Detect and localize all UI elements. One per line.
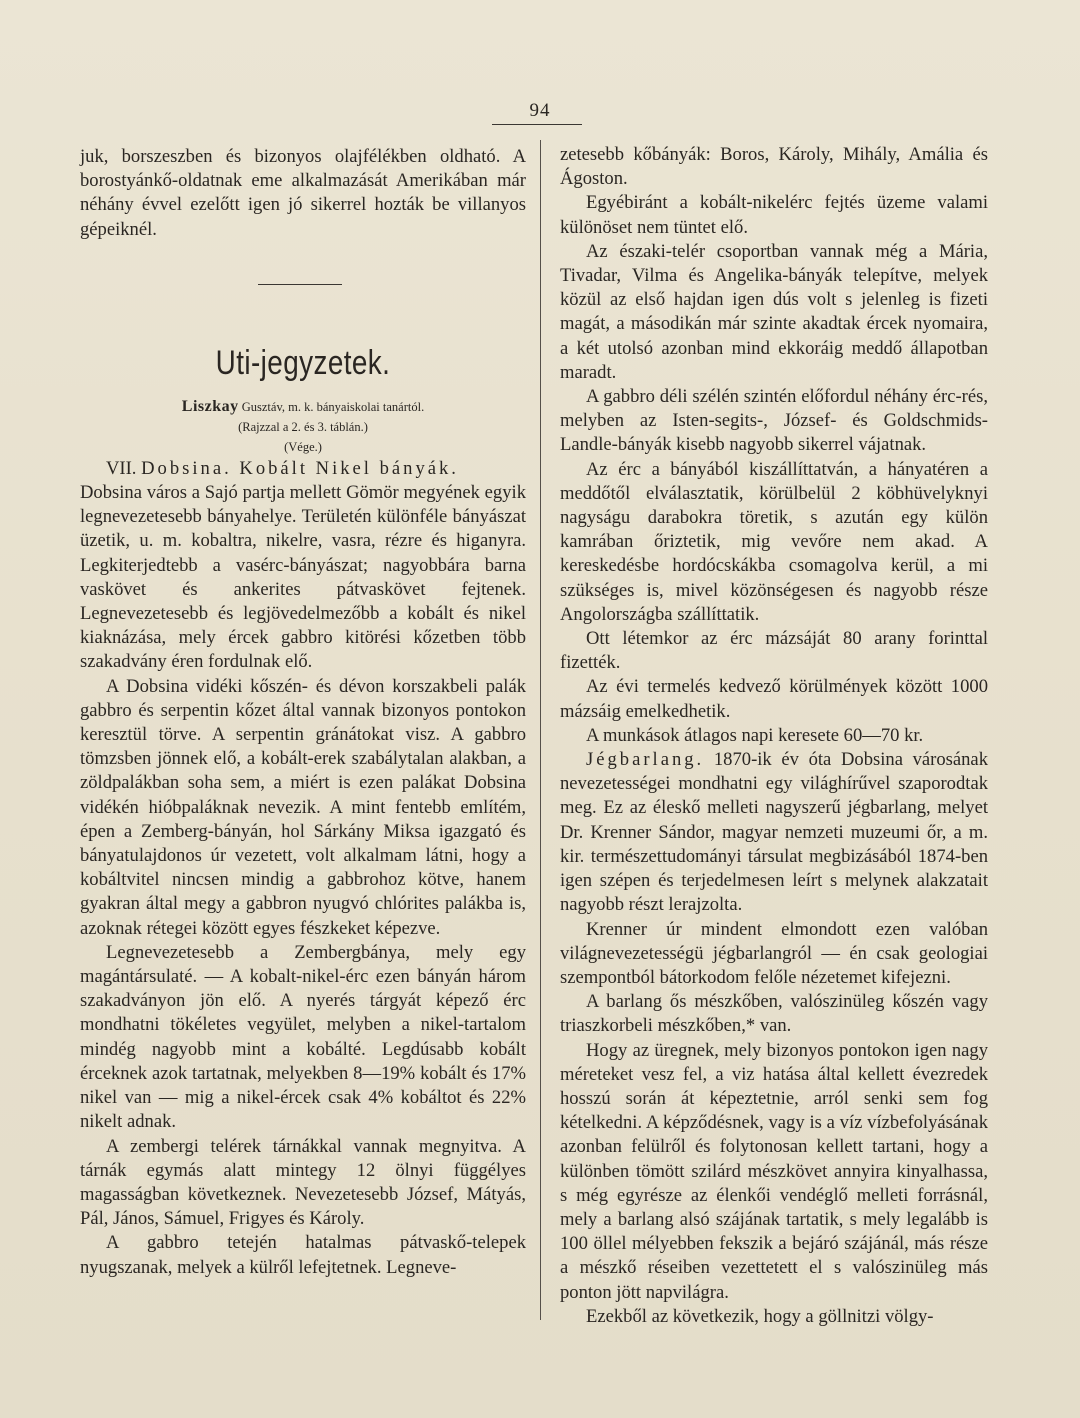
right-paragraph: Krenner úr mindent elmondott ezen valóban világnevezetességü jégbarlangról — én csak geologiai szempontból bátorkodom felőle nézetemet kifejezni. (560, 918, 988, 988)
author-line (80, 397, 526, 417)
jegbarlang-paragraph (560, 748, 988, 917)
right-paragraph: Hogy az üregnek, mely bizonyos pontokon igen nagy méreteket vesz fel, a viz hatása által kellett évezredek hosszú során át képeztetnie, arról senki sem fog kételkedni. A képződésnek, vagy is a víz vízbefolyásának azonban felülről és folytonosan kellett tartani, hogy a különben tömött szilárd mészkövet annyira kinyalhassa, s még egyrésze az élenkői vendéglő melleti forrásnál, mely a barlang alsó szájának tartatik, s mely legalább is 100 öllel mélyebben fekszik a bejáró szájánál, más része a mészkő réseiben vezettetett el s valószinüleg más ponton jött napvilágra. (560, 1039, 988, 1303)
right-paragraph: Egyébiránt a kobált-nikelérc fejtés üzeme valami különöset nem tüntet elő. (560, 192, 988, 238)
right-column (560, 143, 988, 1329)
right-paragraph: Ezekből az következik, hogy a göllnitzi völgy- (586, 1305, 934, 1327)
page-number-text: 94 (529, 100, 551, 121)
right-paragraph: A gabbro déli szélén szintén előfordul néhány érc-rés, melyben az Isten-segits-, József- és Goldschmids-Landle-bányák kisebb nagyobb sikerrel vájatnak. (560, 386, 988, 456)
right-paragraph: Az évi termelés kedvező körülmények között 1000 mázsáig emelkedhetik. (560, 676, 988, 722)
left-paragraph: A Dobsina vidéki kőszén- és dévon korszakbeli palák gabbro és serpentin kőzet által vannak bizonyos pontokon keresztül törve. A serpentin gránátokat visz. A gabbro tömzsben jönnek elő, a kobált-erek szabálytalan alakban, a zöldpalákban soha sem, a miért is ezen palákat Dobsina vidékén hióbpaláknak nevezik. A mint fentebb említém, épen a Zemberg-bányán, hol Sárkány Miksa igazgató és bányatulajdonos úr vezetett, volt alkalmam látni, hogy a kobáltvitel nincsen mindig a gabbrohoz kötve, hanem gyakran által megy a gabbron nyugvó chlórites palákba is, azoknak rétegei között egyes fészkeket képezve. (80, 675, 526, 939)
section-heading-line (80, 457, 526, 481)
right-paragraph: Az érc a bányából kiszállíttatván, a hányatéren a meddőtől elválasztatik, körülbelül 2 köbhüvelyknyi nagyságu darabokra töretik, s azután egy külön kamrában őriztetik, mig vevőre nem akad. A kereskedésbe hordócskákba csomagolva kerül, a mi szükséges is, mivel közönségesen és nagyobb része Angolországba szállíttatik. (560, 458, 988, 625)
section-heading: Dobsina. Kobált Nikel bányák. (141, 457, 459, 479)
column-divider (540, 140, 541, 1320)
left-paragraph: A gabbro tetején hatalmas pátvaskő-telepek nyugszanak, melyek a külről lefejtetnek. Legneve- (80, 1232, 526, 1278)
author-name: Liszkay (181, 397, 239, 415)
illustration-note: (Rajzzal a 2. és 3. táblán.) (238, 419, 368, 434)
jegbarlang-text: 1870-ik év óta Dobsina városának nevezetességei mondhatni egy világhírűvel szaporodtak meg. Ez az éleskő melleti nagyszerű jégbarlang, melyet Dr. Krenner Sándor, magyar nemzeti muzeumi őr, a m. kir. természettudományi társulat megbizásából 1874-ben igen szépen és terjedelmesen leírt s melynek alakzatait nagyobb részt lerajzolta. (560, 749, 988, 916)
section-number: VII. (106, 457, 137, 479)
left-paragraph: Legnevezetesebb a Zembergbánya, mely egy magántársulaté. — A kobalt-nikel-érc ezen bányán három szakadványon jön elő. A nyerés tárgyát képező érc mondhatni tökéletes vegyület, melyben a nikel-tartalom mindég nagyobb mint a kobálté. Legdúsabb kobált érceknek azok tartatnak, melyekben 8—19% kobált és 17% nikel van — mig a nikel-ércek csak 4% kobáltot és 22% nikelt adnak. (80, 941, 526, 1133)
end-note: (Vége.) (284, 439, 322, 454)
author-affiliation: Gusztáv, m. k. bányaiskolai tanártól. (241, 399, 425, 414)
page-number (0, 100, 1080, 122)
left-paragraph: A zembergi telérek tárnákkal vannak megnyitva. A tárnák egymás alatt mintegy 12 ölnyi függélyes magasságban következnek. Nevezetesebb József, Mátyás, Pál, János, Sámuel, Frigyes és Károly. (80, 1135, 526, 1230)
right-paragraph: A barlang ős mészkőben, valószinüleg kőszén vagy triaszkorbeli mészkőben,* van. (560, 991, 988, 1037)
jegbarlang-heading: Jégbarlang. (586, 749, 705, 771)
right-continuation: zetesebb kőbányák: Boros, Károly, Mihály, Amália és Ágoston. (560, 144, 988, 190)
right-paragraph: Ott létemkor az érc mázsáját 80 arany forinttal fizették. (560, 628, 988, 674)
right-paragraph: A munkások átlagos napi keresete 60—70 kr. (586, 724, 924, 746)
left-column (80, 145, 526, 1280)
article-title: Uti-jegyzetek. (215, 343, 391, 382)
opening-paragraph: juk, borszeszben és bizonyos olajfélékben oldható. A borostyánkő-oldatnak eme alkalmazását Amerikában már néhány évvel ezelőtt igen jó sikerrel hozták be villanyos gépeiknél. (80, 146, 526, 240)
right-paragraph: Az északi-telér csoportban vannak még a Mária, Tivadar, Vilma és Angelika-bányák telepítve, melyek közül az első hajdan igen dús volt s jelenleg is fizeti magát, a másodikán már szinte akadtak ércek nyomaira, a két utolsó azonban mind ekkoráig meddő állapotban maradt. (560, 240, 988, 383)
header-rule (492, 124, 582, 125)
left-paragraph: Dobsina város a Sajó partja mellett Gömör megyének egyik legnevezetesebb bányahelye. Területén különféle bányászat üzetik, u. m. kobaltra, nikelre, vasra, rézre és higanyra. Legkiterjedtebb a vasérc-bányászat; nagyobbára barna vaskövet és ankerites pátvaskövet fejtenek. Legnevezetesebb és legjövedelmezőbb a kobált és nikel kiaknázása, mely ércek gabbro kitörési kőzetben több szakadvány éren fordulnak elő. (80, 482, 526, 673)
section-divider (258, 284, 342, 285)
